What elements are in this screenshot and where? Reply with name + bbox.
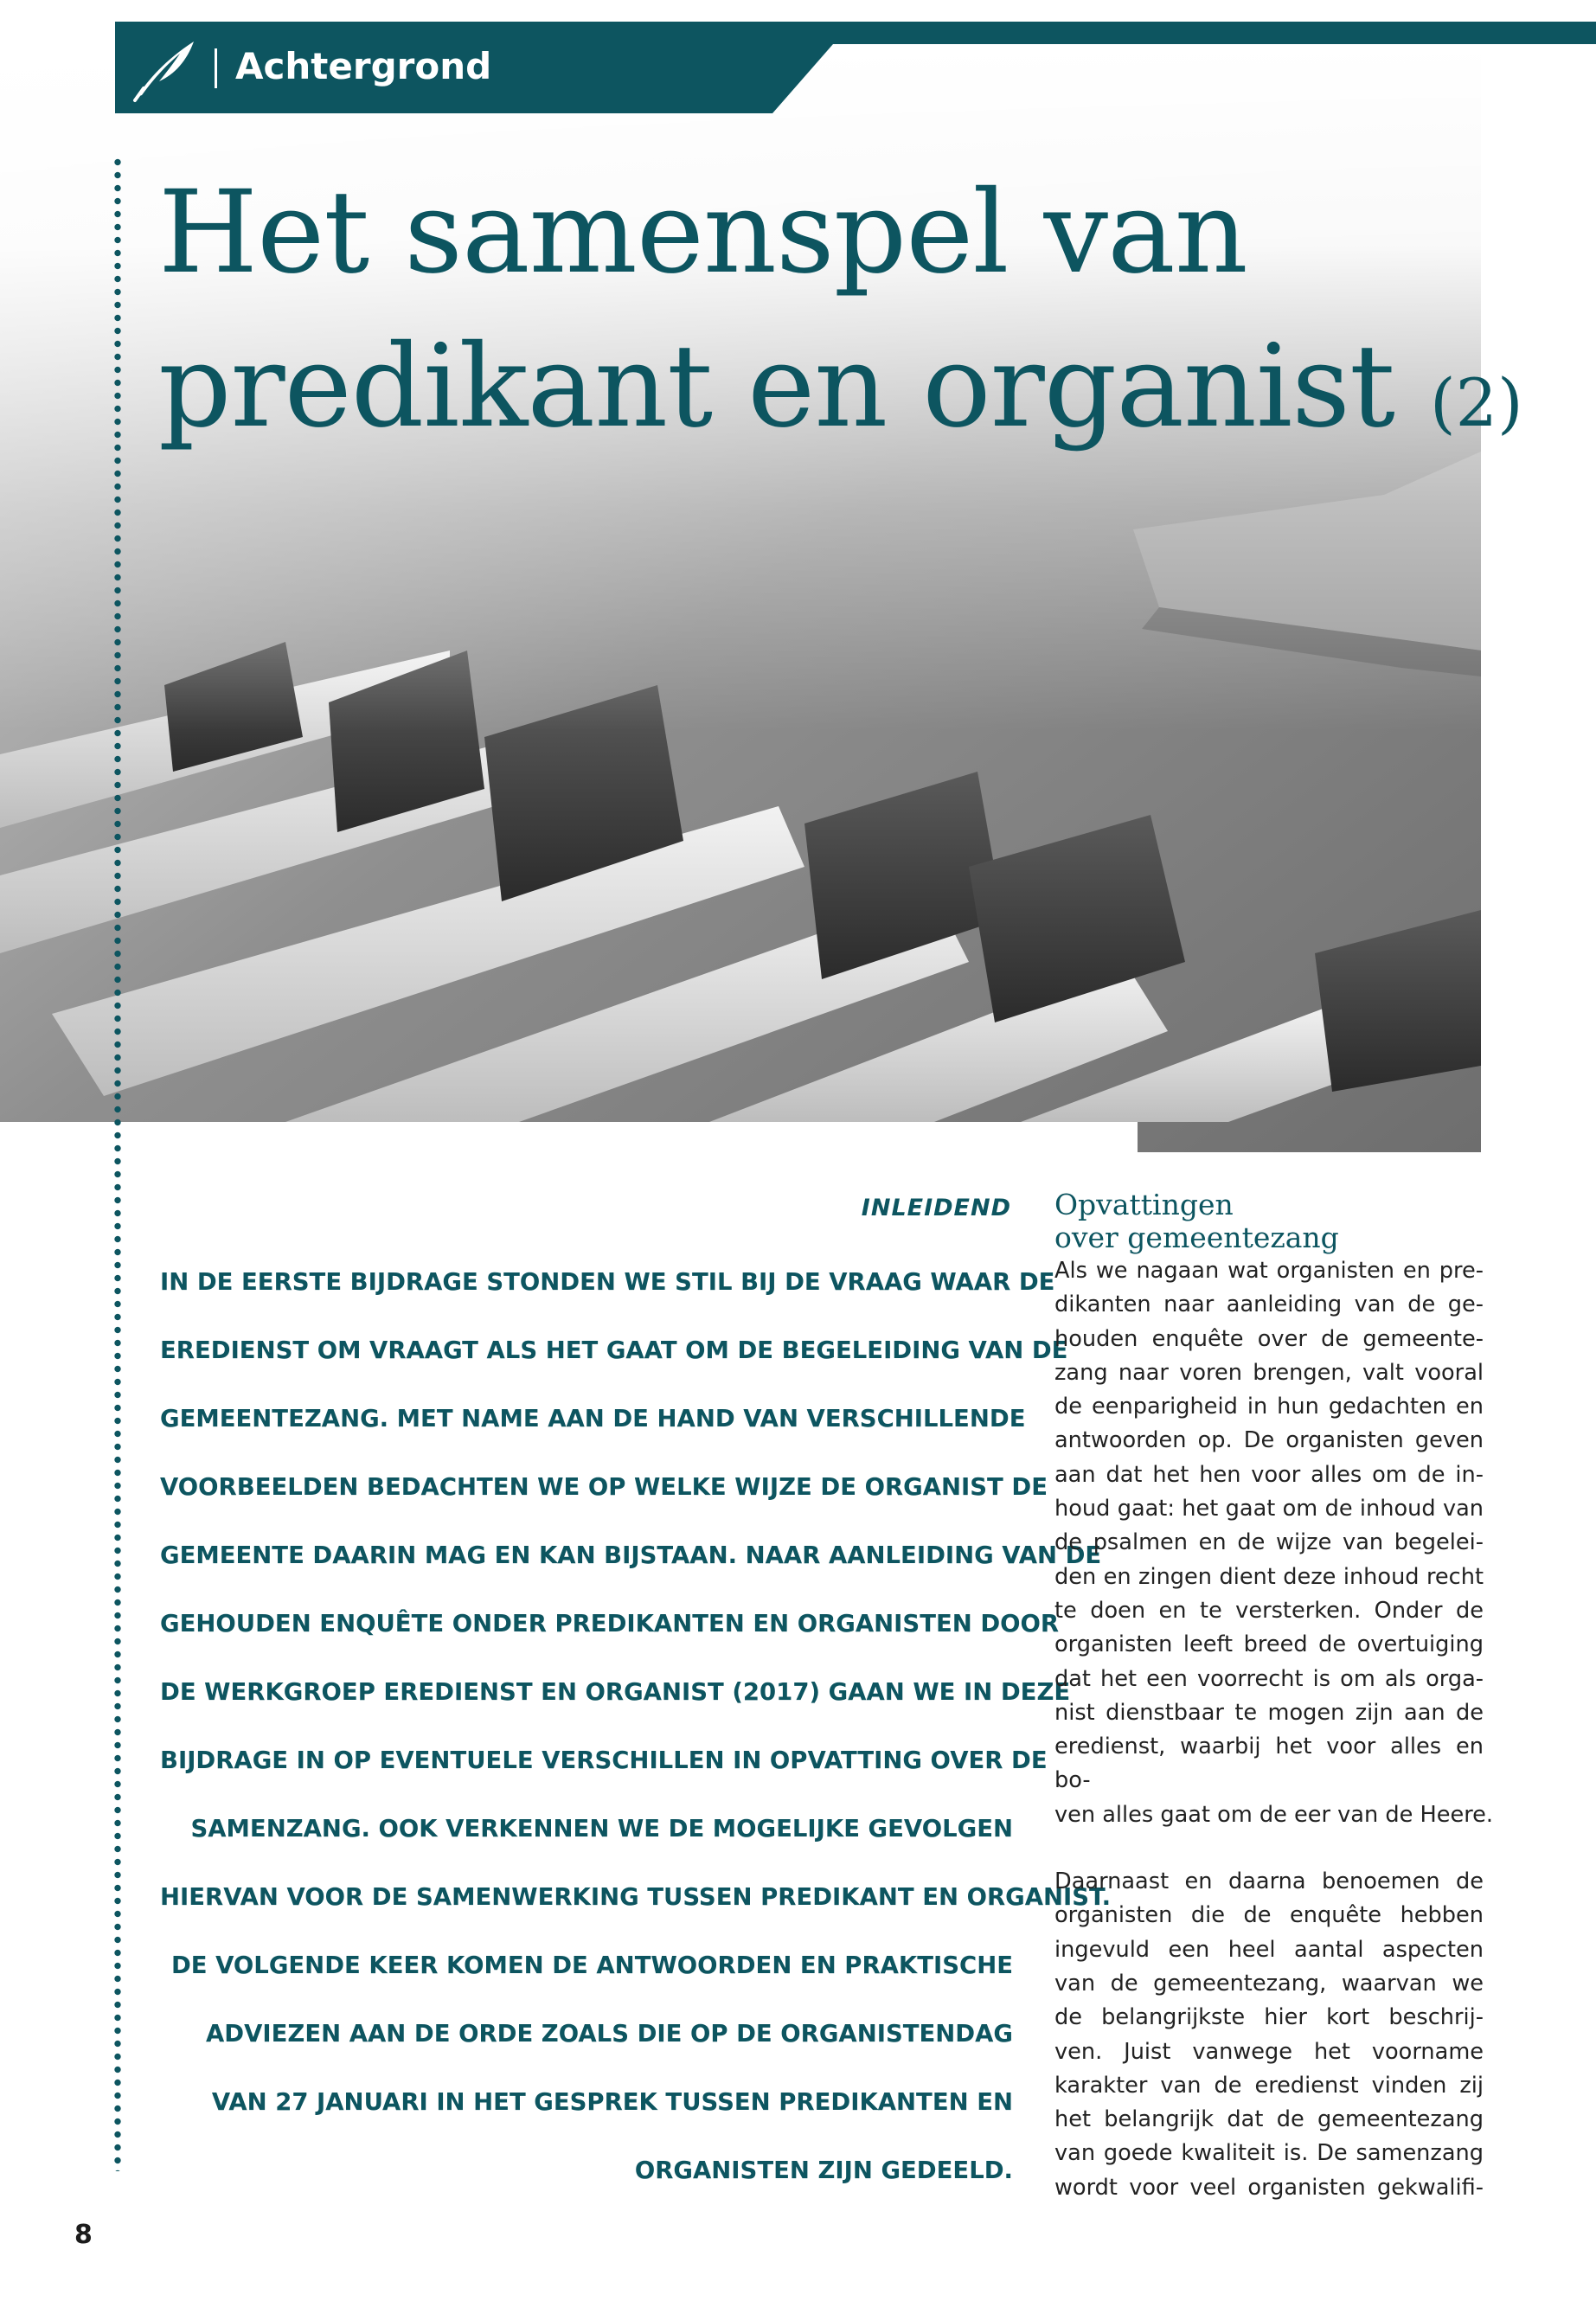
intro-text	[160, 1248, 1112, 2205]
title-line-1: Het samenspel van	[158, 166, 1247, 299]
title-line-2-main: predikant en organist	[158, 320, 1395, 453]
body-line: antwoorden op. De organisten geven	[1054, 1427, 1484, 1454]
intro-line: DE VOLGENDE KEER KOMEN DE ANTWOORDEN EN PRAKTISCHE	[170, 1952, 1013, 1979]
intro-line: BIJDRAGE IN OP EVENTUELE VERSCHILLEN IN OPVATTING OVER DE	[160, 1747, 1048, 1774]
body-line: aan dat het hen voor alles om de in-	[1054, 1461, 1484, 1488]
body-line: de eenparigheid in hun gedachten en	[1054, 1394, 1484, 1420]
body-line: wordt voor veel organisten gekwalifi-	[1054, 2174, 1484, 2201]
body-line: eredienst, waarbij het voor alles en bo-	[1054, 1734, 1484, 1794]
body-line: houd gaat: het gaat om de inhoud van	[1054, 1496, 1484, 1522]
intro-line: SAMENZANG. OOK VERKENNEN WE DE MOGELIJKE GEVOLGEN	[190, 1815, 1013, 1843]
intro-line: ADVIEZEN AAN DE ORDE ZOALS DIE OP DE ORGANISTENDAG	[206, 2020, 1013, 2048]
body-line: zang naar voren brengen, valt vooral	[1054, 1359, 1484, 1386]
intro-line: VOORBEELDEN BEDACHTEN WE OP WELKE WIJZE DE ORGANIST DE	[160, 1473, 1048, 1501]
body-line: Daarnaast en daarna benoemen de	[1054, 1868, 1484, 1895]
body-line: te doen en te versterken. Onder de	[1054, 1597, 1484, 1624]
body-line: ven alles gaat om de eer van de Heere.	[1054, 1801, 1494, 1828]
intro-line: DE WERKGROEP EREDIENST EN ORGANIST (2017) GAAN WE IN DEZE	[160, 1678, 1071, 1706]
intro-line: IN DE EERSTE BIJDRAGE STONDEN WE STIL BIJ DE VRAAG WAAR DE	[160, 1268, 1055, 1296]
header-separator	[215, 48, 217, 88]
title-line-2	[158, 310, 1523, 480]
article-column	[1054, 1188, 1494, 2205]
intro-line: GEHOUDEN ENQUÊTE ONDER PREDIKANTEN EN ORGANISTEN DOOR	[160, 1610, 1060, 1638]
body-line: de belangrijkste hier kort beschrij-	[1054, 2004, 1484, 2031]
intro-label: INLEIDEND	[861, 1195, 1011, 1221]
body-line: dikanten naar aanleiding van de ge-	[1054, 1292, 1484, 1318]
body-line: de psalmen en de wijze van begelei-	[1054, 1529, 1484, 1556]
section-label: Achtergrond	[235, 45, 492, 87]
intro-line: ORGANISTEN ZIJN GEDEELD.	[634, 2157, 1013, 2184]
body-line: den en zingen dient deze inhoud recht	[1054, 1563, 1484, 1590]
intro-line: GEMEENTEZANG. MET NAME AAN DE HAND VAN VERSCHILLENDE	[160, 1405, 1026, 1433]
intro-line: VAN 27 JANUARI IN HET GESPREK TUSSEN PREDIKANTEN EN	[211, 2088, 1013, 2116]
article-title	[158, 156, 1523, 480]
body-line: het belangrijk dat de gemeentezang	[1054, 2106, 1484, 2133]
body-paragraph-1	[1054, 1254, 1494, 1832]
quill-icon	[130, 35, 199, 104]
dotted-margin-rule	[114, 156, 121, 2171]
body-line: karakter van de eredienst vinden zij	[1054, 2072, 1484, 2099]
body-line: van de gemeentezang, waarvan we	[1054, 1970, 1484, 1997]
body-line: organisten die de enquête hebben	[1054, 1902, 1484, 1929]
intro-line: EREDIENST OM VRAAGT ALS HET GAAT OM DE BEGELEIDING VAN DE	[160, 1336, 1068, 1364]
title-part-number: (2)	[1429, 364, 1523, 441]
subheading-line-2: over gemeentezang	[1054, 1221, 1339, 1254]
intro-line: HIERVAN VOOR DE SAMENWERKING TUSSEN PREDIKANT EN ORGANIST.	[160, 1883, 1112, 1911]
body-line: ingevuld een heel aantal aspecten	[1054, 1936, 1484, 1963]
body-line: Als we nagaan wat organisten en pre-	[1054, 1258, 1484, 1284]
body-line: dat het een voorrecht is om als orga-	[1054, 1665, 1484, 1692]
article-subheading	[1054, 1189, 1484, 1254]
body-line: houden enquête over de gemeente-	[1054, 1325, 1484, 1352]
body-line: van goede kwaliteit is. De samenzang	[1054, 2140, 1484, 2167]
body-line: organisten leeft breed de overtuiging	[1054, 1631, 1484, 1658]
subheading-line-1: Opvattingen	[1054, 1188, 1234, 1221]
body-line: ven. Juist vanwege het voorname	[1054, 2038, 1484, 2065]
body-paragraph-2	[1054, 1865, 1484, 2205]
intro-line: GEMEENTE DAARIN MAG EN KAN BIJSTAAN. NAAR AANLEIDING VAN DE	[160, 1541, 1102, 1569]
page-number: 8	[74, 2220, 93, 2250]
body-line: nist dienstbaar te mogen zijn aan de	[1054, 1699, 1484, 1726]
